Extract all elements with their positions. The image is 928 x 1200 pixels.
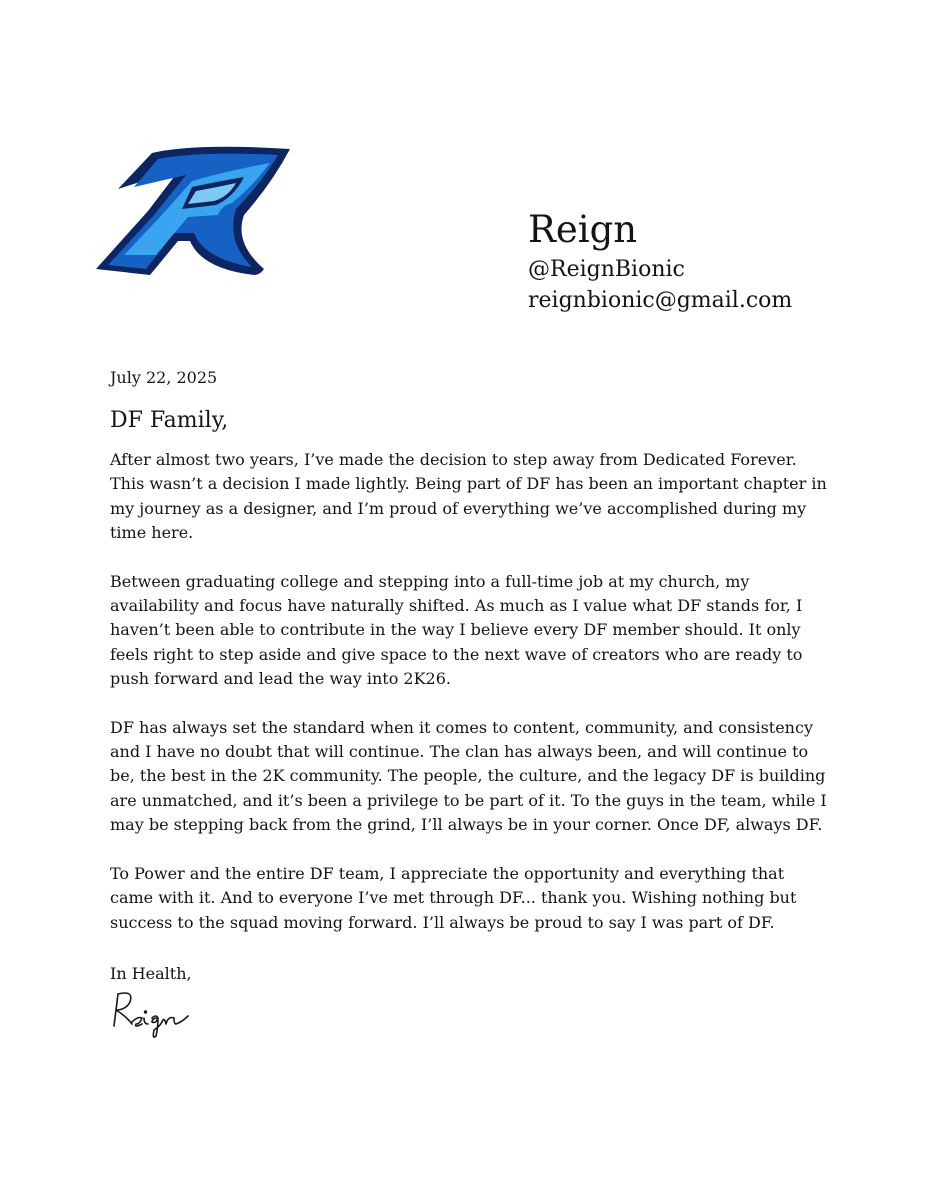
paragraph: After almost two years, I’ve made the decision to step away from Dedicated Forever. This wasn’t a decision I made lightly. Being part of DF has been an important chapter in my journey as a designer, and I’m proud of everything we’ve accomplished during my time here. (110, 450, 827, 543)
sender-block (528, 206, 792, 316)
salutation: DF Family, (110, 408, 229, 433)
paragraph: To Power and the entire DF team, I appreciate the opportunity and everything that came with it. And to everyone I’ve met through DF... thank you. Wishing nothing but success to the squad moving forward. I’ll always be proud to say I was part of DF. (110, 863, 797, 932)
r-logo-icon (94, 145, 290, 277)
letter-date: July 22, 2025 (110, 368, 218, 387)
paragraph: DF has always set the standard when it comes to content, community, and consistency and I have no doubt that will continue. The clan has always been, and will continue to be, the best in the 2K community. The people, the culture, and the legacy DF is building are unmatched, and it’s been a privilege to be part of it. To the guys in the team, while I may be stepping back from the grind, I’ll always be in your corner. Once DF, always DF. (110, 717, 827, 835)
closing: In Health, (110, 964, 192, 983)
paragraph: Between graduating college and stepping into a full-time job at my church, my availability and focus have naturally shifted. As much as I value what DF stands for, I haven’t been able to contribute in the way I believe every DF member should. It only feels right to step aside and give space to the next wave of creators who are ready to push forward and lead the way into 2K26. (110, 571, 803, 689)
sender-email: reignbionic@gmail.com (528, 288, 793, 313)
signature-icon (108, 986, 194, 1038)
letter-body (110, 448, 830, 959)
sender-name: Reign (528, 208, 638, 251)
sender-handle: @ReignBionic (528, 257, 685, 282)
